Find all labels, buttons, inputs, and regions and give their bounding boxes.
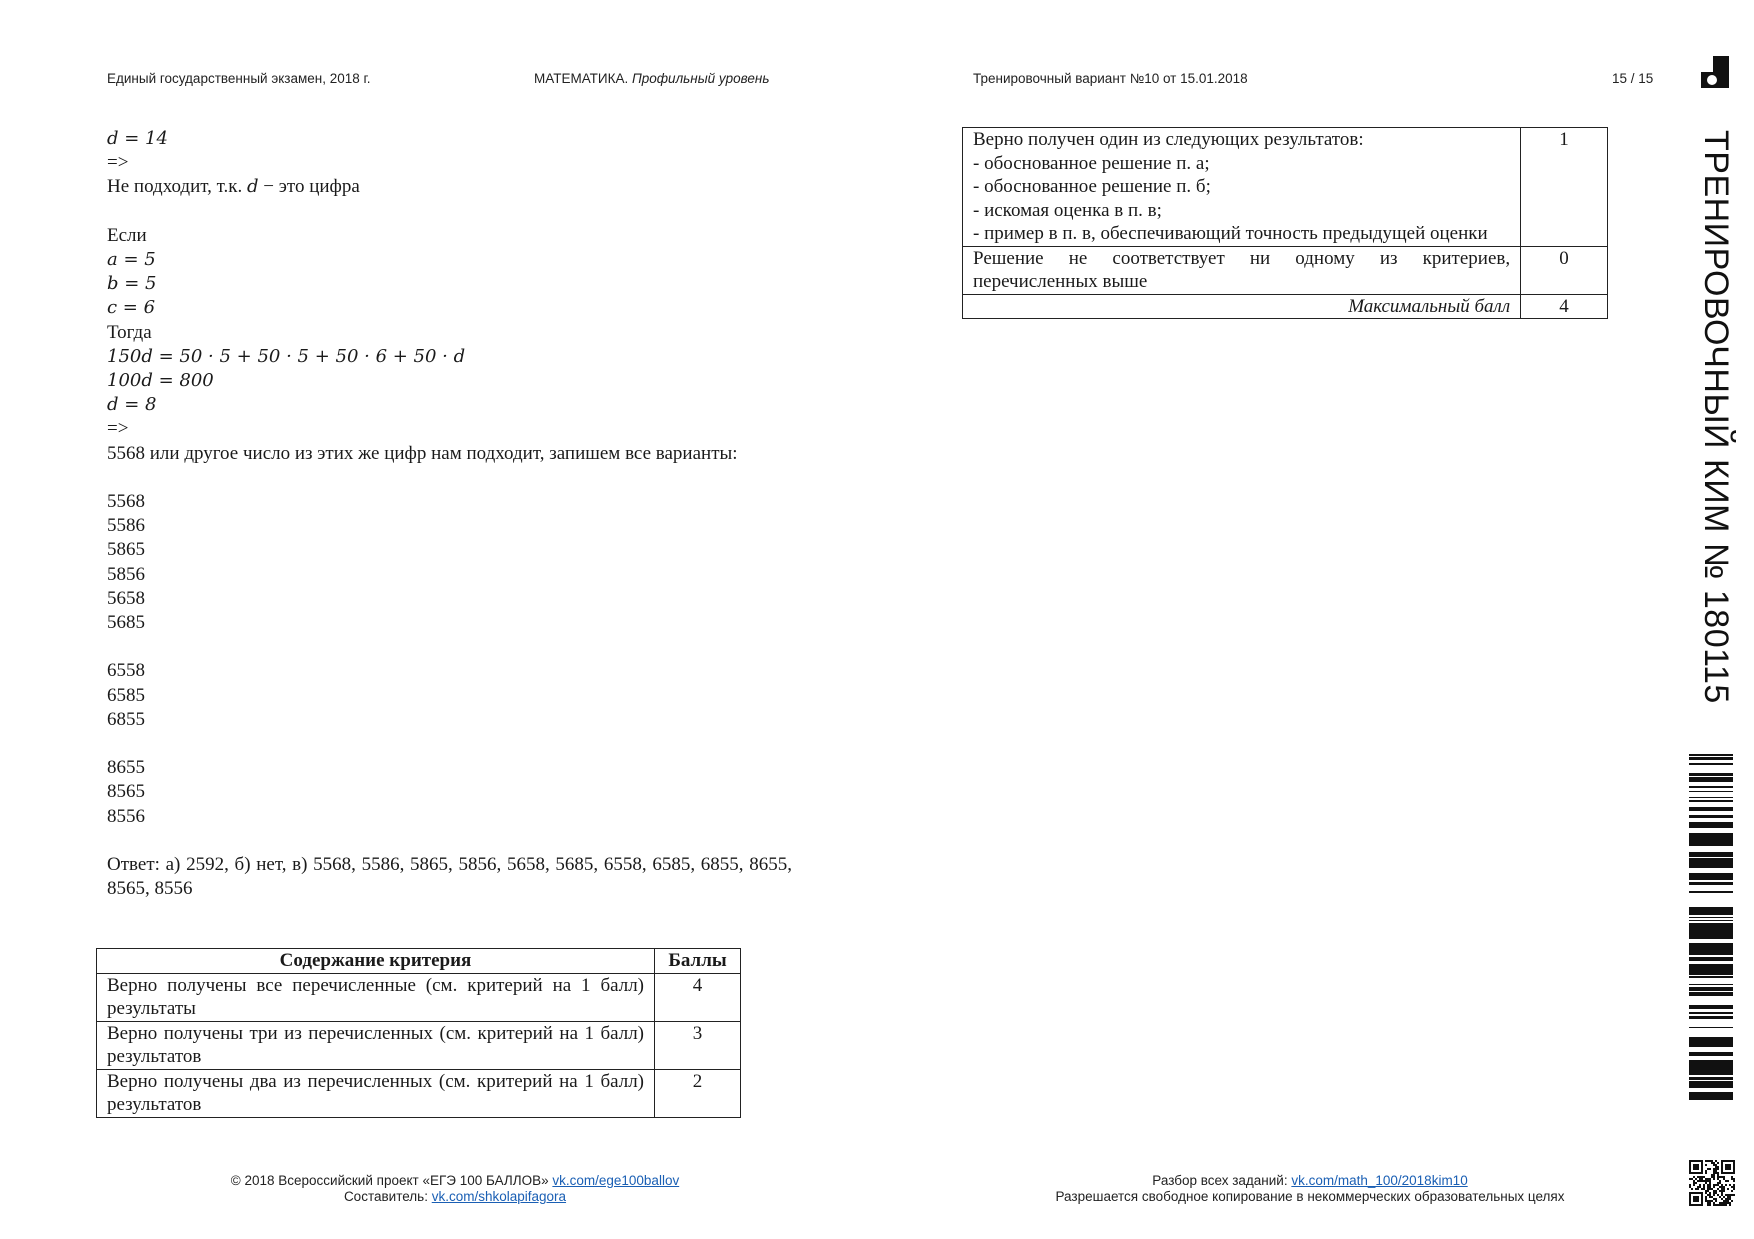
table-row bbox=[963, 246, 1608, 294]
answer-paragraph: Ответ: а) 2592, б) нет, в) 5568, 5586, 5865, 5856, 5658, 5685, 6558, 6585, 6855, 8655, 8565, 8556 bbox=[107, 854, 792, 900]
variants-group-8 bbox=[107, 756, 792, 829]
equation-d14: d = 14 bbox=[107, 128, 168, 149]
footer-copyright-text: © 2018 Всероссийский проект «ЕГЭ 100 БАЛЛОВ» bbox=[230, 1173, 549, 1188]
table-row-max bbox=[963, 294, 1608, 319]
variant-number: 5856 bbox=[107, 563, 145, 585]
footer-analysis bbox=[1030, 1173, 1590, 1189]
header-subject-level: Профильный уровень bbox=[631, 71, 770, 86]
variant-number: 8556 bbox=[107, 805, 145, 827]
criterion-points: 4 bbox=[655, 973, 741, 1021]
criterion-text: Верно получены все перечисленные (см. критерий на 1 балл) результаты bbox=[97, 973, 655, 1021]
not-fit-line bbox=[107, 175, 792, 199]
criteria-table-right bbox=[962, 127, 1608, 319]
criterion-line: - обоснованное решение п. б; bbox=[973, 176, 1211, 197]
table-header-row bbox=[97, 949, 741, 974]
solution-text bbox=[107, 127, 792, 901]
qr-code-icon bbox=[1689, 1160, 1735, 1206]
criterion-line: - обоснованное решение п. а; bbox=[973, 152, 1210, 174]
header-subject-name: МАТЕМАТИКА. bbox=[534, 71, 629, 86]
variants-group-6 bbox=[107, 659, 792, 732]
not-fit-prefix: Не подходит, т.к. bbox=[107, 176, 243, 198]
not-fit-var: d bbox=[247, 176, 259, 198]
criterion-points: 3 bbox=[655, 1021, 741, 1069]
table-row bbox=[963, 128, 1608, 247]
equation-100d: 100d = 800 bbox=[107, 370, 214, 392]
footer-author bbox=[205, 1189, 705, 1205]
variant-number: 8655 bbox=[107, 757, 145, 779]
criterion-line: Верно получен один из следующих результатов: bbox=[973, 129, 1364, 150]
variant-number: 5685 bbox=[107, 612, 145, 634]
footer-license: Разрешается свободное копирование в некоммерческих образовательных целях bbox=[1055, 1189, 1565, 1204]
implies-arrow: => bbox=[107, 418, 129, 440]
corner-mark-icon bbox=[1701, 56, 1729, 88]
header-variant: Тренировочный вариант №10 от 15.01.2018 bbox=[973, 71, 1248, 86]
criterion-line: - пример в п. в, обеспечивающий точность предыдущей оценки bbox=[973, 223, 1488, 244]
if-label: Если bbox=[107, 224, 147, 246]
footer-author-label: Составитель: bbox=[343, 1189, 428, 1204]
criterion-line: - искомая оценка в п. в; bbox=[973, 199, 1162, 221]
table-row bbox=[97, 1021, 741, 1069]
variant-number: 8565 bbox=[107, 781, 145, 803]
implies-arrow: => bbox=[107, 152, 129, 174]
criterion-text: Решение не соответствует ни одному из критериев, перечисленных выше bbox=[963, 246, 1521, 294]
max-score-value: 4 bbox=[1521, 294, 1608, 319]
header-exam-title: Единый государственный экзамен, 2018 г. bbox=[107, 71, 371, 86]
table-row bbox=[97, 1069, 741, 1117]
criterion-points: 0 bbox=[1521, 246, 1608, 294]
criterion-text: Верно получены два из перечисленных (см. критерий на 1 балл) результатов bbox=[97, 1069, 655, 1117]
footer-link-author[interactable]: vk.com/shkolapifagora bbox=[431, 1189, 567, 1204]
variant-number: 6855 bbox=[107, 708, 145, 730]
variant-number: 5658 bbox=[107, 587, 145, 609]
variant-number: 5865 bbox=[107, 539, 145, 561]
equation-b5: b = 5 bbox=[107, 273, 157, 295]
criterion-text: Верно получены три из перечисленных (см. критерий на 1 балл) результатов bbox=[97, 1021, 655, 1069]
column-header-content: Содержание критерия bbox=[97, 949, 655, 974]
footer-link-analysis[interactable]: vk.com/math_100/2018kim10 bbox=[1291, 1173, 1468, 1188]
table-row bbox=[97, 973, 741, 1021]
variant-number: 6585 bbox=[107, 684, 145, 706]
variant-number: 5586 bbox=[107, 515, 145, 537]
footer-copyright bbox=[205, 1173, 705, 1189]
conclusion-paragraph: 5568 или другое число из этих же цифр нам подходит, запишем все варианты: bbox=[107, 442, 738, 464]
variants-group-5 bbox=[107, 490, 792, 635]
side-title bbox=[1695, 130, 1735, 730]
criteria-table-left bbox=[96, 948, 741, 1118]
header-subject bbox=[534, 71, 769, 86]
barcode-icon bbox=[1689, 754, 1733, 1106]
footer-right bbox=[1030, 1173, 1590, 1205]
variant-number: 6558 bbox=[107, 660, 145, 682]
equation-c6: c = 6 bbox=[107, 297, 156, 319]
not-fit-suffix: − это цифра bbox=[263, 176, 360, 198]
footer-link-project[interactable]: vk.com/ege100ballov bbox=[552, 1173, 680, 1188]
footer-left bbox=[205, 1173, 705, 1205]
max-score-label: Максимальный балл bbox=[963, 294, 1521, 319]
side-title-text: ТРЕНИРОВОЧНЫЙ КИМ № 180115 bbox=[1697, 130, 1735, 704]
page-number: 15 / 15 bbox=[1612, 71, 1654, 86]
equation-150d: 150d = 50 · 5 + 50 · 5 + 50 · 6 + 50 · d bbox=[107, 345, 466, 367]
equation-a5: a = 5 bbox=[107, 249, 156, 270]
criterion-text bbox=[963, 128, 1521, 247]
variant-number: 5568 bbox=[107, 491, 145, 513]
then-label: Тогда bbox=[107, 321, 152, 343]
footer-analysis-label: Разбор всех заданий: bbox=[1152, 1173, 1288, 1188]
criterion-points: 2 bbox=[655, 1069, 741, 1117]
equation-d8: d = 8 bbox=[107, 394, 157, 416]
column-header-points: Баллы bbox=[655, 949, 741, 974]
criterion-points: 1 bbox=[1521, 128, 1608, 247]
